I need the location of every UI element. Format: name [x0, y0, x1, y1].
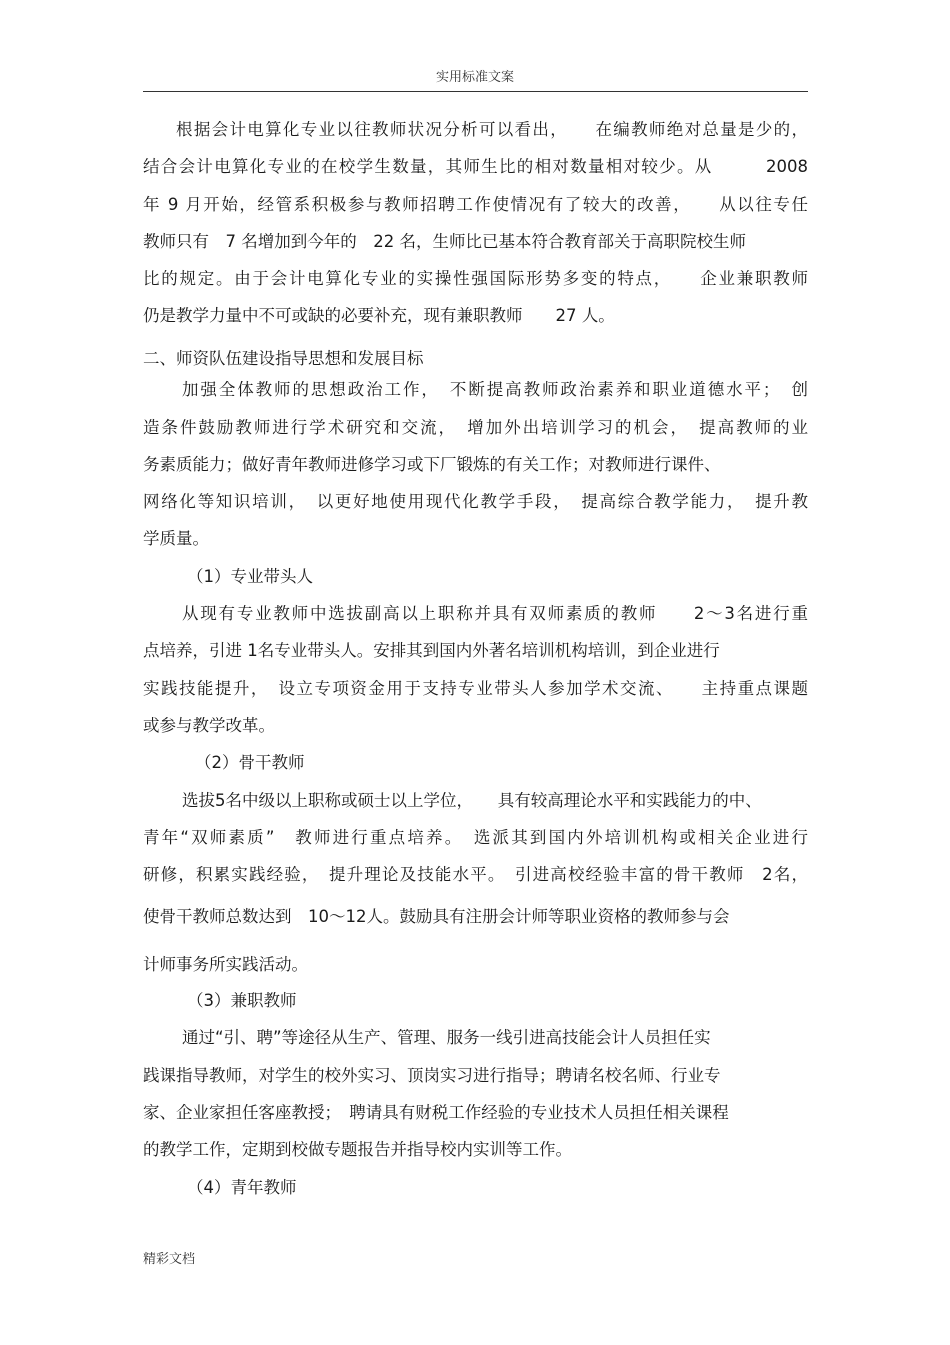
intro-line: 年 9 月开始，经管系积极参与教师招聘工作使情况有了较大的改善， 从以往专任	[143, 195, 808, 214]
item2-line: 研修，积累实践经验， 提升理论及技能水平。 引进高校经验丰富的骨干教师 2名，	[143, 865, 808, 884]
section2-line: 造条件鼓励教师进行学术研究和交流， 增加外出培训学习的机会， 提高教师的业	[143, 418, 808, 437]
item3-line: 的教学工作，定期到校做专题报告并指导校内实训等工作。	[143, 1140, 572, 1159]
header-divider	[143, 91, 808, 92]
intro-line: 比的规定。由于会计电算化专业的实操性强国际形势多变的特点， 企业兼职教师	[143, 269, 808, 288]
item1-line: 实践技能提升， 设立专项资金用于支持专业带头人参加学术交流、 主持重点课题	[143, 679, 808, 698]
page-header: 实用标准文案	[435, 70, 514, 85]
intro-line: 根据会计电算化专业以往教师状况分析可以看出， 在编教师绝对总量是少的，	[176, 120, 808, 139]
subsection-heading: （3）兼职教师	[187, 991, 297, 1010]
intro-line: 结合会计电算化专业的在校学生数量，其师生比的相对数量相对较少。从 2008	[143, 157, 808, 176]
subsection-heading: （2）骨干教师	[195, 753, 305, 772]
item3-line: 践课指导教师，对学生的校外实习、顶岗实习进行指导；聘请名校名师、行业专	[143, 1066, 721, 1085]
page-footer: 精彩文档	[143, 1252, 196, 1267]
item1-line: 从现有专业教师中选拔副高以上职称并具有双师素质的教师 2～3名进行重	[182, 604, 808, 623]
intro-line: 仍是教学力量中不可或缺的必要补充，现有兼职教师 27 人。	[143, 306, 615, 325]
item2-line: 选拔5名中级以上职称或硕士以上学位， 具有较高理论水平和实践能力的中、	[182, 791, 762, 810]
section2-line: 网络化等知识培训， 以更好地使用现代化教学手段， 提高综合教学能力， 提升教	[143, 492, 808, 511]
item1-line: 点培养，引进 1名专业带头人。安排其到国内外著名培训机构培训，到企业进行	[143, 641, 720, 660]
intro-line: 教师只有 7 名增加到今年的 22 名，生师比已基本符合教育部关于高职院校生师	[143, 232, 746, 251]
section2-line: 务素质能力；做好青年教师进修学习或下厂锻炼的有关工作；对教师进行课件、	[143, 455, 721, 474]
item2-line: 使骨干教师总数达到 10～12人。鼓励具有注册会计师等职业资格的教师参与会	[143, 907, 730, 926]
section-heading: 二、师资队伍建设指导思想和发展目标	[143, 349, 424, 368]
subsection-heading: （1）专业带头人	[187, 567, 313, 586]
section2-line: 学质量。	[143, 529, 209, 548]
item1-line: 或参与教学改革。	[143, 716, 275, 735]
section2-line: 加强全体教师的思想政治工作， 不断提高教师政治素养和职业道德水平； 创	[182, 380, 808, 399]
subsection-heading: （4）青年教师	[187, 1178, 297, 1197]
item2-line: 计师事务所实践活动。	[143, 955, 308, 974]
item2-line: 青年“双师素质” 教师进行重点培养。 选派其到国内外培训机构或相关企业进行	[143, 828, 808, 847]
item3-line: 家、企业家担任客座教授； 聘请具有财税工作经验的专业技术人员担任相关课程	[143, 1103, 729, 1122]
item3-line: 通过“引、聘”等途径从生产、管理、服务一线引进高技能会计人员担任实	[182, 1028, 711, 1047]
